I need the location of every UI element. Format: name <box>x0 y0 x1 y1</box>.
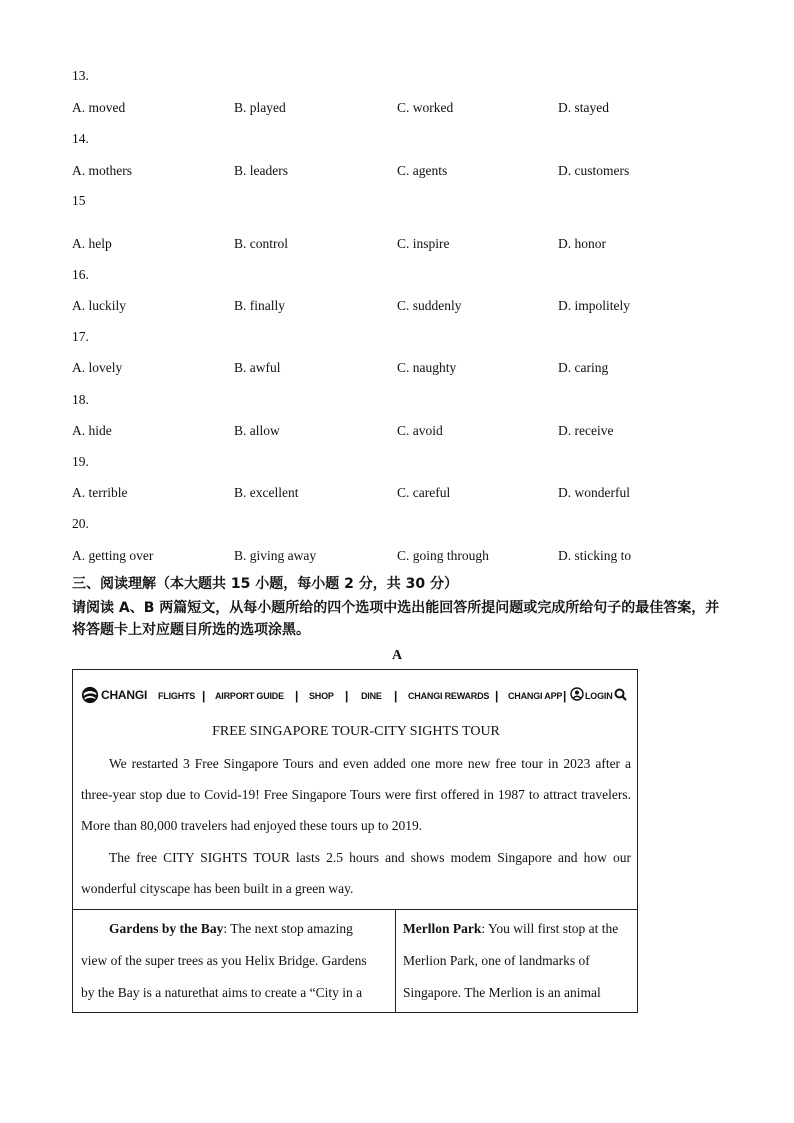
changi-nav-bar <box>81 686 631 708</box>
changi-brand: CHANGI <box>101 688 148 702</box>
nav-separator: | <box>563 689 567 703</box>
options-row <box>72 298 712 316</box>
option-b: B. excellent <box>234 485 299 500</box>
option-d: D. impolitely <box>558 298 630 313</box>
passage-box <box>72 669 638 1013</box>
option-d: D. wonderful <box>558 485 630 500</box>
nav-separator: | <box>495 689 499 703</box>
question-number: 18. <box>72 392 89 407</box>
options-row <box>72 100 712 118</box>
option-c: C. careful <box>397 485 451 500</box>
question-number: 17. <box>72 329 89 344</box>
nav-separator: | <box>345 689 349 703</box>
merlion-heading: Merllon Park <box>403 921 482 936</box>
column-divider <box>395 909 396 1013</box>
passage-letter: A <box>391 648 403 663</box>
option-d: D. receive <box>558 423 614 438</box>
section-title: 三、阅读理解（本大题共 15 小题，每小题 2 分，共 30 分） <box>72 576 458 592</box>
section-instruction: 请阅读 A、B 两篇短文，从每小题所给的四个选项中选出能回答所提问题或完成所给句子的最佳答案，并将答题卡上对应题目所选的选项涂黑。 <box>72 600 720 638</box>
option-c: C. naughty <box>397 360 457 375</box>
nav-changi-rewards[interactable]: CHANGI REWARDS <box>408 691 490 701</box>
nav-flights[interactable]: FLIGHTS <box>158 691 196 701</box>
paragraph-1: We restarted 3 Free Singapore Tours and even added one more new free tour in 2023 after a three-year stop due to Covid-19! Free Singapore Tours were first offered in 1987 to attract travelers. More than 80,000 travelers had enjoyed these tours up to 2019. <box>81 756 631 834</box>
option-c: C. going through <box>397 548 489 563</box>
option-d: D. sticking to <box>558 548 632 563</box>
question-number: 19. <box>72 454 89 469</box>
option-c: C. avoid <box>397 423 443 438</box>
options-row <box>72 485 712 503</box>
gardens-heading: Gardens by the Bay <box>109 921 224 936</box>
option-c: C. worked <box>397 100 454 115</box>
options-row <box>72 360 712 378</box>
changi-logo-icon <box>81 686 99 704</box>
option-b: B. control <box>234 236 288 251</box>
nav-separator: | <box>202 689 206 703</box>
question-number: 20. <box>72 516 89 531</box>
option-a: A. help <box>72 236 112 251</box>
nav-separator: | <box>295 689 299 703</box>
option-b: B. awful <box>234 360 281 375</box>
paragraph-2: The free CITY SIGHTS TOUR lasts 2.5 hours and shows modem Singapore and how our wonderful cityscape has been built in a green way. <box>81 850 631 897</box>
gardens-text: : The next stop amazing view of the super trees as you Helix Bridge. Gardens by the Bay is a naturethat aims to create a “City in a <box>81 921 367 1000</box>
nav-separator: | <box>394 689 398 703</box>
option-a: A. hide <box>72 423 112 438</box>
options-row <box>72 423 712 441</box>
option-d: D. customers <box>558 163 630 178</box>
option-d: D. caring <box>558 360 609 375</box>
option-b: B. finally <box>234 298 285 313</box>
options-row <box>72 163 712 181</box>
question-number: 14. <box>72 131 89 146</box>
options-row <box>72 548 712 566</box>
gardens-cell <box>81 913 379 1009</box>
question-number: 13. <box>72 68 89 83</box>
question-number: 15 <box>72 193 86 208</box>
nav-airport-guide[interactable]: AIRPORT GUIDE <box>215 691 284 701</box>
merlion-cell <box>403 913 633 1009</box>
option-b: B. played <box>234 100 286 115</box>
option-c: C. suddenly <box>397 298 462 313</box>
option-a: A. luckily <box>72 298 126 313</box>
option-a: A. getting over <box>72 548 154 563</box>
nav-login[interactable]: LOGIN <box>585 691 613 701</box>
option-a: A. lovely <box>72 360 123 375</box>
option-c: C. agents <box>397 163 448 178</box>
question-number: 16. <box>72 267 89 282</box>
search-icon[interactable] <box>614 688 627 703</box>
options-row <box>72 236 712 254</box>
option-a: A. terrible <box>72 485 128 500</box>
option-a: A. moved <box>72 100 126 115</box>
option-b: B. leaders <box>234 163 288 178</box>
changi-logo <box>81 686 147 704</box>
merlion-text: : You will first stop at the Merlion Park, one of landmarks of Singapore. The Merlion is an animal <box>403 921 619 1000</box>
table-divider <box>73 909 637 910</box>
option-b: B. giving away <box>234 548 317 563</box>
nav-dine[interactable]: DINE <box>361 691 382 701</box>
user-icon[interactable] <box>570 687 584 703</box>
option-d: D. stayed <box>558 100 609 115</box>
tour-title: FREE SINGAPORE TOUR-CITY SIGHTS TOUR <box>212 724 500 739</box>
nav-changi-app[interactable]: CHANGI APP <box>508 691 563 701</box>
option-c: C. inspire <box>397 236 450 251</box>
option-a: A. mothers <box>72 163 132 178</box>
option-d: D. honor <box>558 236 606 251</box>
nav-shop[interactable]: SHOP <box>309 691 334 701</box>
option-b: B. allow <box>234 423 280 438</box>
